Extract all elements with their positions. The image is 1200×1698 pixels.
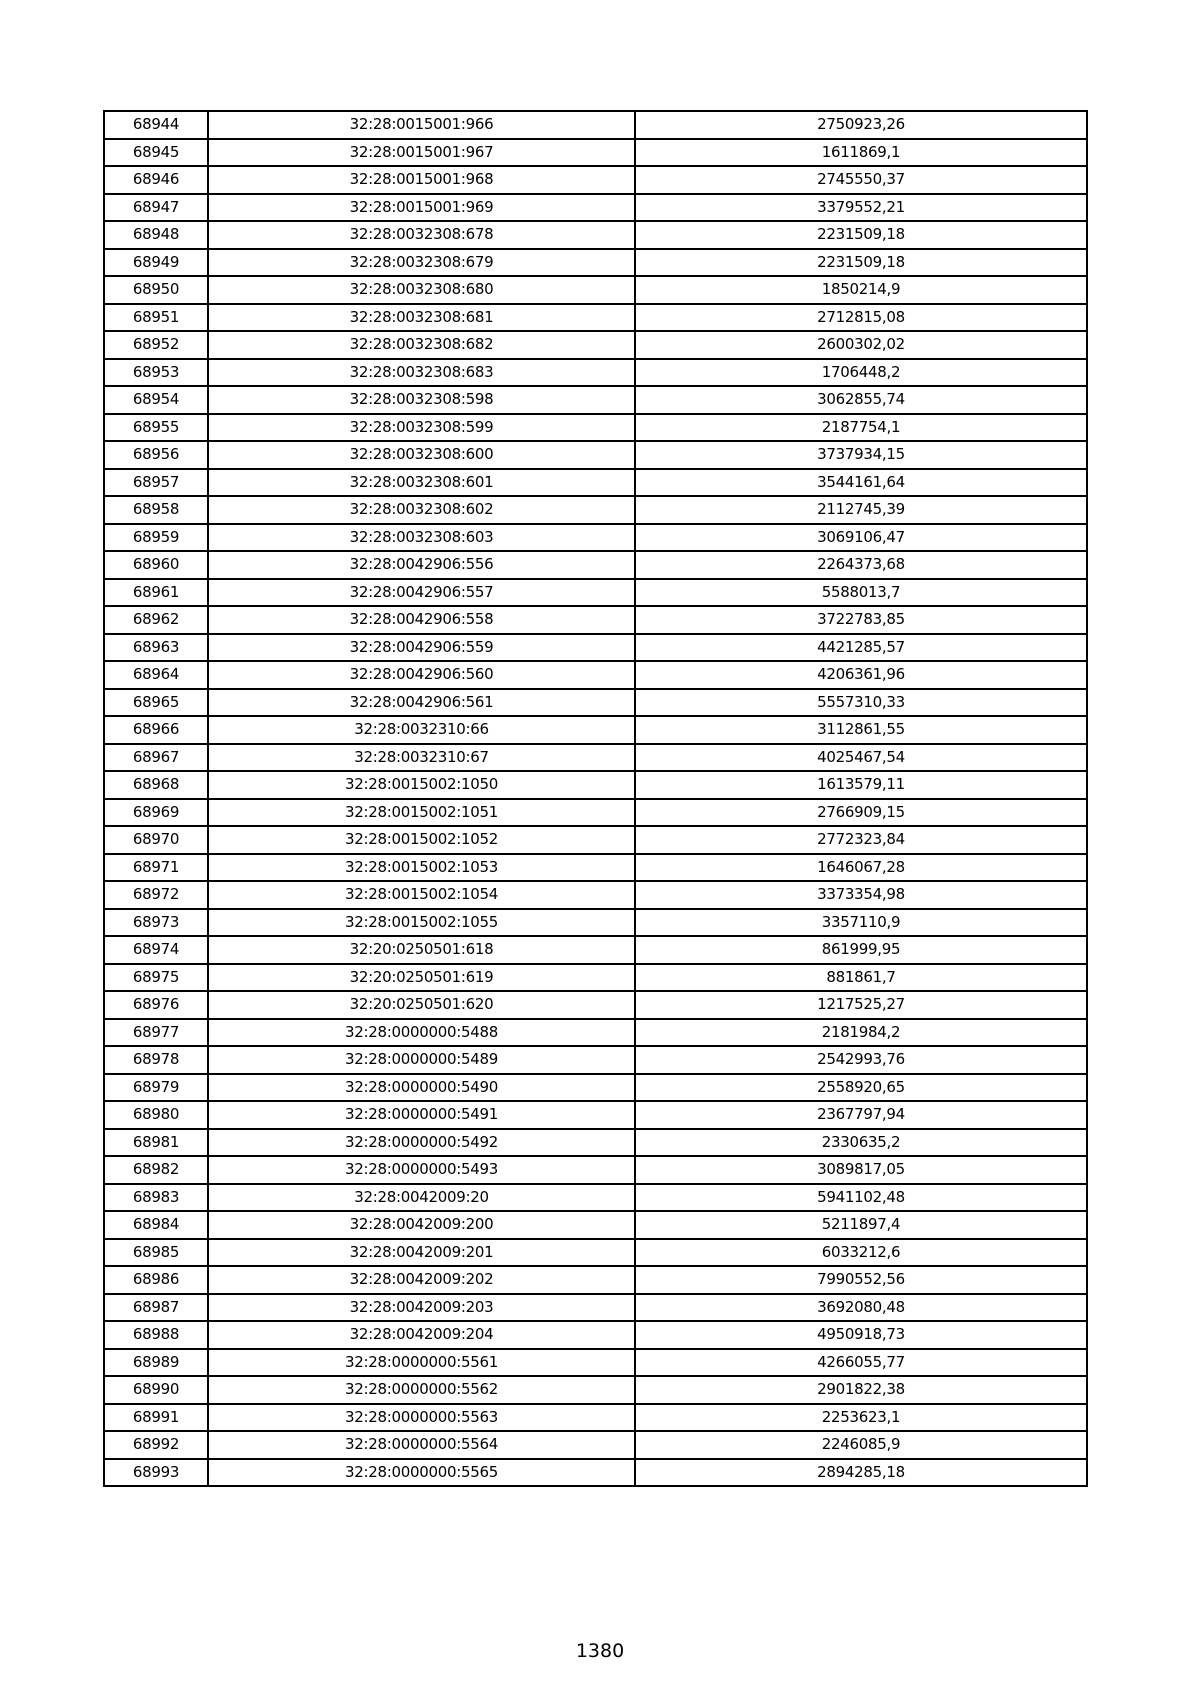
- row-number-cell: 68976: [104, 991, 208, 1019]
- table-body: [104, 111, 1087, 1486]
- cadastral-number-cell: 32:28:0032308:598: [208, 386, 635, 414]
- cadastral-number-cell: 32:28:0032308:683: [208, 359, 635, 387]
- table-row: [104, 1046, 1087, 1074]
- cadastral-value-cell: 1706448,2: [635, 359, 1087, 387]
- table-row: [104, 909, 1087, 937]
- row-number-cell: 68967: [104, 744, 208, 772]
- table-row: [104, 304, 1087, 332]
- cadastral-number-cell: 32:28:0042906:556: [208, 551, 635, 579]
- cadastral-number-cell: 32:28:0042906:558: [208, 606, 635, 634]
- cadastral-number-cell: 32:28:0042906:559: [208, 634, 635, 662]
- cadastral-value-cell: 7990552,56: [635, 1266, 1087, 1294]
- row-number-cell: 68950: [104, 276, 208, 304]
- cadastral-number-cell: 32:28:0042009:204: [208, 1321, 635, 1349]
- cadastral-value-cell: 2558920,65: [635, 1074, 1087, 1102]
- table-row: [104, 881, 1087, 909]
- table-row: [104, 1129, 1087, 1157]
- cadastral-value-cell: 3069106,47: [635, 524, 1087, 552]
- cadastral-value-cell: 3692080,48: [635, 1294, 1087, 1322]
- row-number-cell: 68979: [104, 1074, 208, 1102]
- row-number-cell: 68983: [104, 1184, 208, 1212]
- cadastral-number-cell: 32:28:0042009:202: [208, 1266, 635, 1294]
- table-row: [104, 661, 1087, 689]
- cadastral-number-cell: 32:28:0015002:1050: [208, 771, 635, 799]
- table-row: [104, 964, 1087, 992]
- cadastral-number-cell: 32:28:0000000:5492: [208, 1129, 635, 1157]
- cadastral-value-cell: 2231509,18: [635, 221, 1087, 249]
- row-number-cell: 68966: [104, 716, 208, 744]
- cadastral-value-cell: 2901822,38: [635, 1376, 1087, 1404]
- cadastral-value-cell: 2330635,2: [635, 1129, 1087, 1157]
- cadastral-value-cell: 3357110,9: [635, 909, 1087, 937]
- cadastral-number-cell: 32:28:0032308:679: [208, 249, 635, 277]
- table-row: [104, 1321, 1087, 1349]
- table-row: [104, 1266, 1087, 1294]
- cadastral-number-cell: 32:28:0015001:966: [208, 111, 635, 139]
- cadastre-value-table: [103, 110, 1088, 1487]
- row-number-cell: 68948: [104, 221, 208, 249]
- cadastral-number-cell: 32:28:0032308:678: [208, 221, 635, 249]
- cadastral-value-cell: 2367797,94: [635, 1101, 1087, 1129]
- cadastral-value-cell: 3373354,98: [635, 881, 1087, 909]
- table-row: [104, 826, 1087, 854]
- page-number: 1380: [575, 1640, 625, 1662]
- cadastral-number-cell: 32:28:0015002:1054: [208, 881, 635, 909]
- cadastral-number-cell: 32:28:0015001:969: [208, 194, 635, 222]
- cadastral-value-cell: 2750923,26: [635, 111, 1087, 139]
- table-row: [104, 469, 1087, 497]
- row-number-cell: 68949: [104, 249, 208, 277]
- row-number-cell: 68957: [104, 469, 208, 497]
- cadastral-number-cell: 32:28:0000000:5561: [208, 1349, 635, 1377]
- cadastral-number-cell: 32:28:0032308:599: [208, 414, 635, 442]
- cadastral-value-cell: 2772323,84: [635, 826, 1087, 854]
- row-number-cell: 68985: [104, 1239, 208, 1267]
- cadastral-value-cell: 3112861,55: [635, 716, 1087, 744]
- cadastral-value-cell: 2253623,1: [635, 1404, 1087, 1432]
- cadastral-number-cell: 32:28:0000000:5563: [208, 1404, 635, 1432]
- cadastral-value-cell: 881861,7: [635, 964, 1087, 992]
- row-number-cell: 68961: [104, 579, 208, 607]
- table-row: [104, 139, 1087, 167]
- cadastral-value-cell: 3062855,74: [635, 386, 1087, 414]
- cadastral-value-cell: 5941102,48: [635, 1184, 1087, 1212]
- row-number-cell: 68991: [104, 1404, 208, 1432]
- table-row: [104, 1156, 1087, 1184]
- row-number-cell: 68971: [104, 854, 208, 882]
- table-row: [104, 1404, 1087, 1432]
- cadastral-value-cell: 2187754,1: [635, 414, 1087, 442]
- table-row: [104, 276, 1087, 304]
- row-number-cell: 68953: [104, 359, 208, 387]
- row-number-cell: 68989: [104, 1349, 208, 1377]
- row-number-cell: 68947: [104, 194, 208, 222]
- cadastral-value-cell: 3544161,64: [635, 469, 1087, 497]
- table-row: [104, 551, 1087, 579]
- table-row: [104, 1101, 1087, 1129]
- cadastral-number-cell: 32:28:0032308:680: [208, 276, 635, 304]
- row-number-cell: 68990: [104, 1376, 208, 1404]
- row-number-cell: 68952: [104, 331, 208, 359]
- cadastral-value-cell: 2264373,68: [635, 551, 1087, 579]
- cadastral-value-cell: 2712815,08: [635, 304, 1087, 332]
- cadastral-value-cell: 861999,95: [635, 936, 1087, 964]
- table-row: [104, 1349, 1087, 1377]
- table-row: [104, 1211, 1087, 1239]
- cadastral-value-cell: 2181984,2: [635, 1019, 1087, 1047]
- cadastral-number-cell: 32:20:0250501:618: [208, 936, 635, 964]
- cadastral-value-cell: 4950918,73: [635, 1321, 1087, 1349]
- cadastral-value-cell: 4025467,54: [635, 744, 1087, 772]
- row-number-cell: 68963: [104, 634, 208, 662]
- row-number-cell: 68981: [104, 1129, 208, 1157]
- cadastral-value-cell: 5557310,33: [635, 689, 1087, 717]
- cadastral-value-cell: 2246085,9: [635, 1431, 1087, 1459]
- table-row: [104, 331, 1087, 359]
- cadastral-number-cell: 32:20:0250501:620: [208, 991, 635, 1019]
- table-row: [104, 414, 1087, 442]
- cadastral-value-cell: 2231509,18: [635, 249, 1087, 277]
- table-row: [104, 496, 1087, 524]
- row-number-cell: 68970: [104, 826, 208, 854]
- cadastral-value-cell: 2894285,18: [635, 1459, 1087, 1487]
- cadastral-number-cell: 32:28:0032308:681: [208, 304, 635, 332]
- cadastral-number-cell: 32:28:0042009:200: [208, 1211, 635, 1239]
- table-row: [104, 579, 1087, 607]
- row-number-cell: 68978: [104, 1046, 208, 1074]
- row-number-cell: 68993: [104, 1459, 208, 1487]
- table-row: [104, 799, 1087, 827]
- cadastral-value-cell: 5211897,4: [635, 1211, 1087, 1239]
- cadastral-number-cell: 32:28:0032310:67: [208, 744, 635, 772]
- row-number-cell: 68992: [104, 1431, 208, 1459]
- row-number-cell: 68946: [104, 166, 208, 194]
- row-number-cell: 68980: [104, 1101, 208, 1129]
- table-row: [104, 1459, 1087, 1487]
- cadastral-number-cell: 32:28:0000000:5488: [208, 1019, 635, 1047]
- cadastral-value-cell: 1646067,28: [635, 854, 1087, 882]
- table-row: [104, 1294, 1087, 1322]
- table-row: [104, 1239, 1087, 1267]
- cadastral-value-cell: 2112745,39: [635, 496, 1087, 524]
- cadastral-value-cell: 1850214,9: [635, 276, 1087, 304]
- cadastral-value-cell: 2766909,15: [635, 799, 1087, 827]
- cadastral-number-cell: 32:28:0015001:967: [208, 139, 635, 167]
- cadastral-number-cell: 32:28:0032310:66: [208, 716, 635, 744]
- table-row: [104, 689, 1087, 717]
- cadastral-number-cell: 32:28:0000000:5491: [208, 1101, 635, 1129]
- row-number-cell: 68954: [104, 386, 208, 414]
- cadastral-number-cell: 32:28:0015001:968: [208, 166, 635, 194]
- row-number-cell: 68951: [104, 304, 208, 332]
- row-number-cell: 68974: [104, 936, 208, 964]
- row-number-cell: 68972: [104, 881, 208, 909]
- row-number-cell: 68965: [104, 689, 208, 717]
- cadastral-number-cell: 32:28:0015002:1052: [208, 826, 635, 854]
- table-row: [104, 1074, 1087, 1102]
- table-row: [104, 249, 1087, 277]
- cadastral-number-cell: 32:28:0015002:1055: [208, 909, 635, 937]
- cadastral-value-cell: 1611869,1: [635, 139, 1087, 167]
- cadastral-value-cell: 3089817,05: [635, 1156, 1087, 1184]
- table-row: [104, 441, 1087, 469]
- table-row: [104, 991, 1087, 1019]
- table-row: [104, 524, 1087, 552]
- row-number-cell: 68958: [104, 496, 208, 524]
- table-row: [104, 1184, 1087, 1212]
- cadastral-number-cell: 32:20:0250501:619: [208, 964, 635, 992]
- table-row: [104, 359, 1087, 387]
- row-number-cell: 68968: [104, 771, 208, 799]
- table-row: [104, 221, 1087, 249]
- row-number-cell: 68964: [104, 661, 208, 689]
- cadastral-number-cell: 32:28:0000000:5565: [208, 1459, 635, 1487]
- cadastral-number-cell: 32:28:0000000:5562: [208, 1376, 635, 1404]
- cadastral-value-cell: 2600302,02: [635, 331, 1087, 359]
- cadastral-number-cell: 32:28:0042906:560: [208, 661, 635, 689]
- table-row: [104, 716, 1087, 744]
- cadastral-number-cell: 32:28:0042009:203: [208, 1294, 635, 1322]
- cadastral-value-cell: 4206361,96: [635, 661, 1087, 689]
- row-number-cell: 68977: [104, 1019, 208, 1047]
- table-row: [104, 744, 1087, 772]
- cadastral-number-cell: 32:28:0032308:601: [208, 469, 635, 497]
- cadastral-number-cell: 32:28:0015002:1051: [208, 799, 635, 827]
- cadastral-number-cell: 32:28:0042009:201: [208, 1239, 635, 1267]
- table-row: [104, 1431, 1087, 1459]
- cadastral-value-cell: 5588013,7: [635, 579, 1087, 607]
- row-number-cell: 68987: [104, 1294, 208, 1322]
- cadastral-value-cell: 3379552,21: [635, 194, 1087, 222]
- cadastral-value-cell: 1217525,27: [635, 991, 1087, 1019]
- cadastral-number-cell: 32:28:0032308:682: [208, 331, 635, 359]
- row-number-cell: 68959: [104, 524, 208, 552]
- row-number-cell: 68956: [104, 441, 208, 469]
- cadastral-number-cell: 32:28:0000000:5493: [208, 1156, 635, 1184]
- cadastral-number-cell: 32:28:0000000:5489: [208, 1046, 635, 1074]
- cadastral-value-cell: 3722783,85: [635, 606, 1087, 634]
- cadastral-number-cell: 32:28:0042906:557: [208, 579, 635, 607]
- table-row: [104, 194, 1087, 222]
- row-number-cell: 68945: [104, 139, 208, 167]
- table-row: [104, 854, 1087, 882]
- row-number-cell: 68975: [104, 964, 208, 992]
- table-row: [104, 1376, 1087, 1404]
- row-number-cell: 68973: [104, 909, 208, 937]
- table-row: [104, 1019, 1087, 1047]
- table-row: [104, 606, 1087, 634]
- cadastral-value-cell: 3737934,15: [635, 441, 1087, 469]
- cadastral-number-cell: 32:28:0032308:602: [208, 496, 635, 524]
- row-number-cell: 68984: [104, 1211, 208, 1239]
- cadastral-number-cell: 32:28:0015002:1053: [208, 854, 635, 882]
- table-row: [104, 111, 1087, 139]
- row-number-cell: 68986: [104, 1266, 208, 1294]
- row-number-cell: 68962: [104, 606, 208, 634]
- row-number-cell: 68955: [104, 414, 208, 442]
- table-row: [104, 166, 1087, 194]
- cadastral-value-cell: 4266055,77: [635, 1349, 1087, 1377]
- table-row: [104, 634, 1087, 662]
- cadastral-number-cell: 32:28:0042906:561: [208, 689, 635, 717]
- cadastral-value-cell: 1613579,11: [635, 771, 1087, 799]
- cadastral-number-cell: 32:28:0000000:5490: [208, 1074, 635, 1102]
- cadastral-number-cell: 32:28:0032308:603: [208, 524, 635, 552]
- row-number-cell: 68988: [104, 1321, 208, 1349]
- cadastral-value-cell: 6033212,6: [635, 1239, 1087, 1267]
- table-row: [104, 936, 1087, 964]
- cadastral-number-cell: 32:28:0042009:20: [208, 1184, 635, 1212]
- cadastral-number-cell: 32:28:0032308:600: [208, 441, 635, 469]
- cadastral-number-cell: 32:28:0000000:5564: [208, 1431, 635, 1459]
- row-number-cell: 68960: [104, 551, 208, 579]
- table-row: [104, 386, 1087, 414]
- cadastral-value-cell: 2542993,76: [635, 1046, 1087, 1074]
- table-row: [104, 771, 1087, 799]
- row-number-cell: 68982: [104, 1156, 208, 1184]
- row-number-cell: 68969: [104, 799, 208, 827]
- row-number-cell: 68944: [104, 111, 208, 139]
- cadastral-value-cell: 2745550,37: [635, 166, 1087, 194]
- cadastral-value-cell: 4421285,57: [635, 634, 1087, 662]
